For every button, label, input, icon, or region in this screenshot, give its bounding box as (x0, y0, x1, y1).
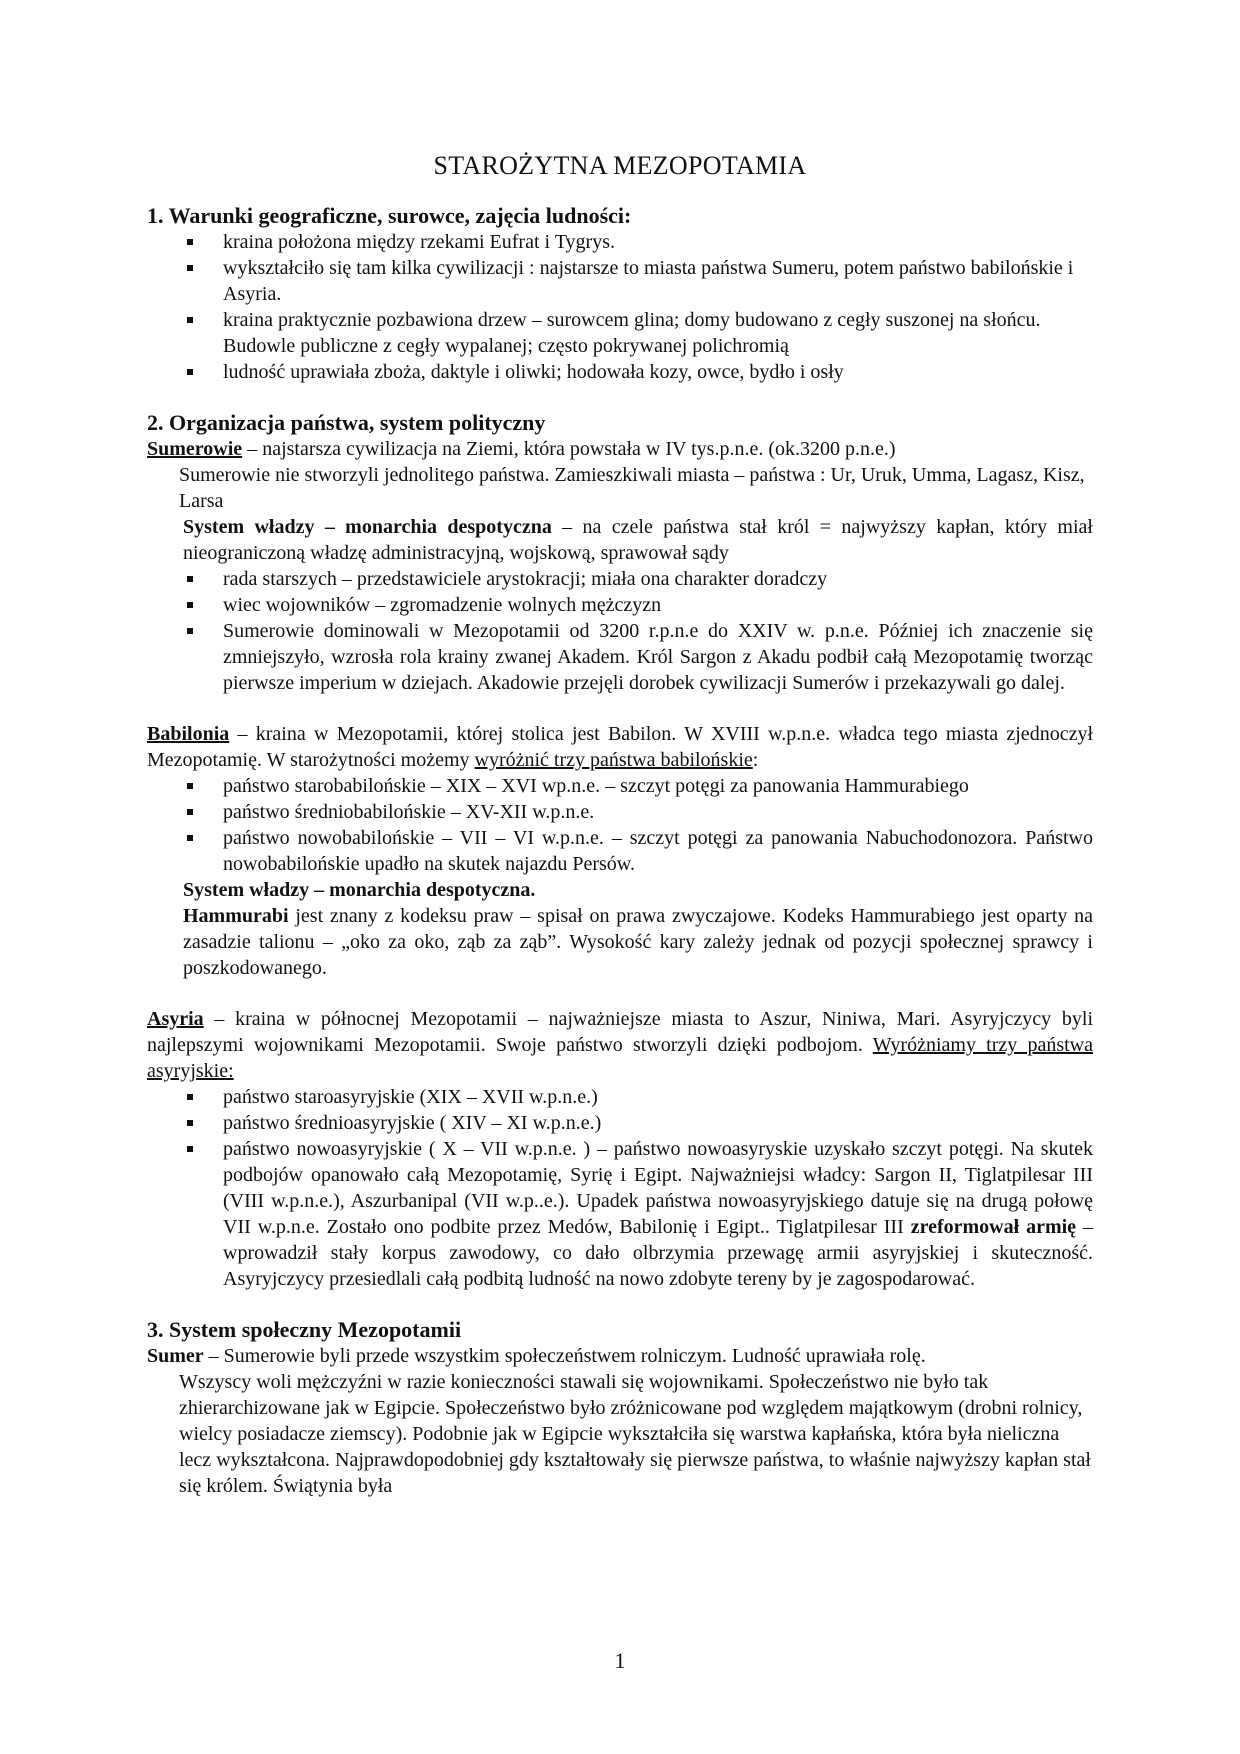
sumer-society-text-2: Wszyscy woli mężczyźni w razie konieczności stawali się wojownikami. Społeczeństwo nie było tak zhierarchizowane jak w Egipcie. Społeczeństwo było zróżnicowane pod względem majątkowym (drobni rolnicy, wielcy posiadacze ziemscy). Podobnie jak w Egipcie wykształciła się warstwa kapłańska, która była nieliczna lecz wykształcona. Najprawdopodobniej gdy kształtowały się pierwsze państwa, to właśnie najwyższy kapłan stał się królem. Świątynia była (179, 1371, 1091, 1497)
section-1-heading: 1. Warunki geograficzne, surowce, zajęcia ludności: (147, 203, 632, 228)
list-item: kraina położona między rzekami Eufrat i Tygrys. (223, 229, 1093, 255)
list-item: państwo staroasyryjskie (XIX – XVII w.p.n.e.) (223, 1084, 1093, 1110)
sumer-society-text-1: – Sumerowie byli przede wszystkim społeczeństwem rolniczym. Ludność uprawiała rolę. (203, 1345, 926, 1367)
assyria-last-text: państwo nowoasyryjskie ( X – VII w.p.n.e. ) – państwo nowoasyryskie uzyskało szczyt potęgi. Na skutek podbojów opanowało całą Mezopotamię, Syrię i Egipt. Najważniejsi władcy: Sargon II, Tiglatpilesar III (VIII w.p.n.e.), Aszurbanipal (VII w.p..e.). Upadek państwa nowoasyryjskiego datuje się na drugą połowę VII w.p.n.e. Zostało ono podbite przez Medów, Babilonię i Egipt.. Tiglatpilesar III (223, 1138, 1093, 1238)
sumer-system (147, 514, 1093, 566)
section-3-heading: 3. System społeczny Mezopotamii (147, 1317, 462, 1342)
list-item: państwo średnioasyryjskie ( XIV – XI w.p.n.e.) (223, 1110, 1093, 1136)
list-item: wykształciło się tam kilka cywilizacji : najstarsze to miasta państwa Sumeru, potem państwo babilońskie i Asyria. (223, 255, 1093, 307)
hammurabi-text (147, 903, 1093, 981)
list-item: kraina praktycznie pozbawiona drzew – surowcem glina; domy budowano z cegły suszonej na słońcu. Budowle publiczne z cegły wypalanej; często pokrywanej polichromią (223, 307, 1093, 359)
assyria-intro-text: – kraina w północnej Mezopotamii – najważniejsze miasta to Aszur, Niniwa, Mari. Asyryjczycy byli najlepszymi wojownikami Mezopotamii. Swoje państwo stworzyli dzięki podbojom. (147, 1008, 1093, 1056)
list-item: rada starszych – przedstawiciele arystokracji; miała ona charakter doradczy (223, 566, 1093, 592)
list-item: wiec wojowników – zgromadzenie wolnych mężczyzn (223, 592, 1093, 618)
page-title: STAROŻYTNA MEZOPOTAMIA (433, 151, 807, 180)
document-page (147, 140, 1093, 1499)
sumer-intro-text: – najstarsza cywilizacja na Ziemi, która powstała w IV tys.p.n.e. (ok.3200 p.n.e.) (242, 438, 896, 460)
page-number: 1 (614, 1648, 626, 1673)
babylonia-intro (147, 721, 1093, 773)
list-item: ludność uprawiała zboża, daktyle i oliwki; hodowała kozy, owce, bydło i osły (223, 359, 1093, 385)
babylonia-system: System władzy – monarchia despotyczna. (183, 879, 536, 901)
hammurabi-label: Hammurabi (183, 905, 289, 927)
babylonia-label: Babilonia (147, 723, 230, 745)
sumer-text: Sumerowie nie stworzyli jednolitego państwa. Zamieszkiwali miasta – państwa : Ur, Uruk, Umma, Lagasz, Kisz, Larsa (179, 464, 1085, 512)
section-1-list (147, 229, 1093, 385)
sumer-system-text: – na czele państwa stał król = najwyższy kapłan, który miał nieograniczoną władzę administracyjną, wojskową, sprawował sądy (183, 516, 1093, 564)
list-item: państwo starobabilońskie – XIX – XVI wp.n.e. – szczyt potęgi za panowania Hammurabiego (223, 773, 1093, 799)
list-item: państwo średniobabilońskie – XV-XII w.p.n.e. (223, 799, 1093, 825)
assyria-list (147, 1084, 1093, 1292)
sumer-society-label: Sumer (147, 1345, 204, 1367)
assyria-label: Asyria (147, 1008, 204, 1030)
assyria-last-bold: zreformował armię (910, 1216, 1077, 1238)
list-item: Sumerowie dominowali w Mezopotamii od 3200 r.p.n.e do XXIV w. p.n.e. Później ich znaczenie się zmniejszyło, wzrosła rola krainy zwanej Akadem. Król Sargon z Akadu podbił całą Mezopotamię tworząc pierwsze imperium w dziejach. Akadowie przejęli dorobek cywilizacji Sumerów i przekazywali go dalej. (223, 620, 1093, 694)
sumer-system-label: System władzy – monarchia despotyczna (183, 516, 552, 538)
babylonia-intro-text: – kraina w Mezopotamii, której stolica jest Babilon. W XVIII w.p.n.e. władca tego miasta zjednoczył Mezopotamię. W starożytności możemy (147, 723, 1093, 771)
list-item: państwo nowobabilońskie – VII – VI w.p.n.e. – szczyt potęgi za panowania Nabuchodonozora. Państwo nowobabilońskie upadło na skutek najazdu Persów. (223, 827, 1093, 875)
assyria-last-text-2: – wprowadził stały korpus zawodowy, co dało olbrzymia przewagę armii asyryjskiej i skuteczność. Asyryjczycy przesiedlali całą podbitą ludność na nowo zdobyte tereny by je zagospodarować. (223, 1216, 1093, 1290)
babylonia-list (147, 773, 1093, 877)
babylonia-intro-underlined: wyróżnić trzy państwa babilońskie (474, 749, 753, 771)
hammurabi-desc: jest znany z kodeksu praw – spisał on prawa zwyczajowe. Kodeks Hammurabiego jest oparty na zasadzie talionu – „oko za oko, ząb za ząb”. Wysokość kary zależy jednak od pozycji społecznej sprawcy i poszkodowanego. (183, 905, 1093, 979)
babylonia-intro-colon: : (752, 749, 759, 771)
section-2-heading: 2. Organizacja państwa, system polityczny (147, 410, 546, 435)
assyria-intro (147, 1006, 1093, 1084)
list-item (223, 1136, 1093, 1292)
sumer-intro (147, 436, 1093, 462)
sumer-list (147, 566, 1093, 696)
sumer-society-intro (147, 1343, 1093, 1369)
sumer-label: Sumerowie (147, 438, 243, 460)
assyria-intro-underlined: Wyróżniamy trzy państwa asyryjskie: (147, 1034, 1094, 1082)
